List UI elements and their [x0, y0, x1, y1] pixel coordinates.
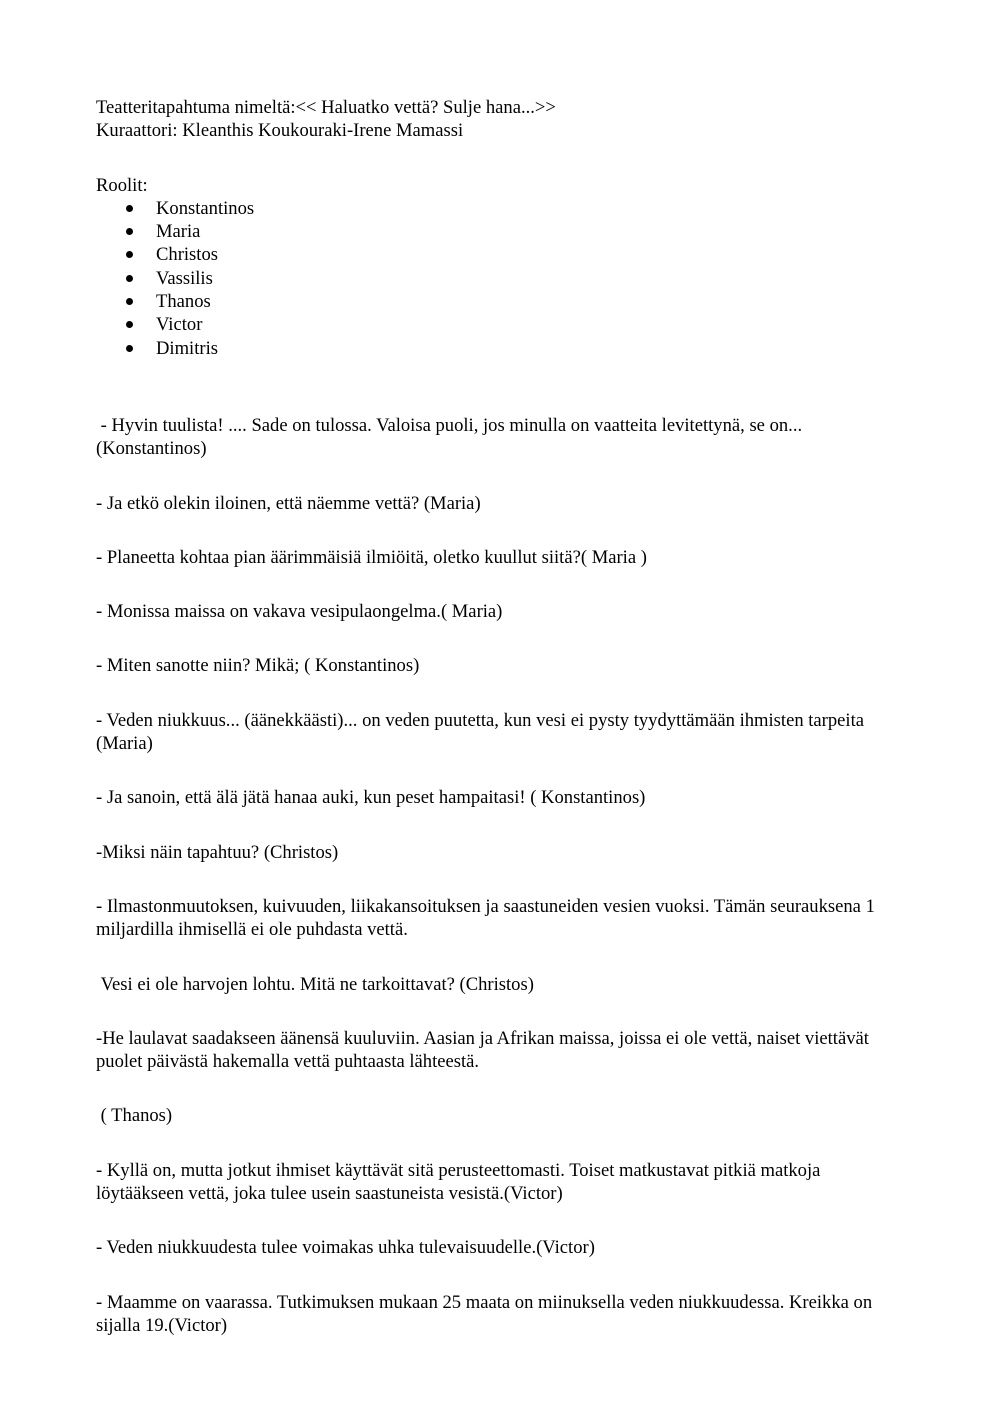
- dialogue-line: Vesi ei ole harvojen lohtu. Mitä ne tarkoittavat? (Christos): [96, 973, 534, 995]
- spacer: [96, 143, 896, 174]
- dialogue-line: - Hyvin tuulista! .... Sade on tulossa. Valoisa puoli, jos minulla on vaatteita levitettynä, se on... (Konstantinos): [96, 414, 807, 460]
- dialogue-line: - Veden niukkuudesta tulee voimakas uhka tulevaisuudelle.(Victor): [96, 1237, 595, 1259]
- bullet-icon: [126, 228, 133, 235]
- document-page: [96, 96, 896, 1368]
- bullet-icon: [126, 345, 133, 352]
- role-item: [96, 243, 896, 266]
- role-item: [96, 197, 896, 220]
- dialogue-line: - Ja etkö olekin iloinen, että näemme vettä? (Maria): [96, 492, 481, 514]
- dialogue-line: - Maamme on vaarassa. Tutkimuksen mukaan 25 maata on miinuksella veden niukkuudessa. Kreikka on sijalla 19.(Victor): [96, 1291, 877, 1336]
- role-item: [96, 290, 896, 313]
- dialogue-line: -Miksi näin tapahtuu? (Christos): [96, 841, 339, 863]
- role-name: Dimitris: [156, 337, 218, 359]
- role-item: [96, 267, 896, 290]
- dialogue-line: ( Thanos): [96, 1105, 173, 1127]
- dialogue-line: - Ja sanoin, että älä jätä hanaa auki, kun peset hampaitasi! ( Konstantinos): [96, 787, 646, 809]
- curator-line: Kuraattori: Kleanthis Koukouraki-Irene Mamassi: [96, 120, 464, 142]
- dialogue-line: - Miten sanotte niin? Mikä; ( Konstantinos): [96, 655, 420, 677]
- roles-label: Roolit:: [96, 174, 148, 196]
- role-item: [96, 337, 896, 360]
- role-name: Thanos: [156, 291, 211, 313]
- dialogue-line: - Veden niukkuus... (äänekkäästi)... on veden puutetta, kun vesi ei pysty tyydyttämään ihmisten tarpeita (Maria): [96, 709, 869, 755]
- roles-list: [96, 197, 896, 360]
- role-name: Vassilis: [156, 267, 213, 289]
- bullet-icon: [126, 275, 133, 282]
- role-name: Maria: [156, 221, 201, 243]
- role-item: [96, 313, 896, 336]
- bullet-icon: [126, 321, 133, 328]
- role-name: Konstantinos: [156, 197, 255, 219]
- bullet-icon: [126, 298, 133, 305]
- dialogue-line: - Kyllä on, mutta jotkut ihmiset käyttävät sitä perusteettomasti. Toiset matkustavat pitkiä matkoja löytääkseen vettä, joka tulee usein saastuneista vesistä.(Victor): [96, 1159, 826, 1205]
- role-item: [96, 220, 896, 243]
- dialogue-line: - Planeetta kohtaa pian äärimmäisiä ilmiöitä, oletko kuullut siitä?( Maria ): [96, 546, 647, 568]
- bullet-icon: [126, 205, 133, 212]
- dialogue-line: -He laulavat saadakseen äänensä kuuluviin. Aasian ja Afrikan maissa, joissa ei ole vettä, naiset viettävät puolet päivästä hakemalla vettä puhtaasta lähteestä.: [96, 1027, 874, 1073]
- bullet-icon: [126, 251, 133, 258]
- dialogue-line: - Monissa maissa on vakava vesipulaongelma.( Maria): [96, 601, 503, 623]
- dialogue-line: - Ilmastonmuutoksen, kuivuuden, liikakansoituksen ja saastuneiden vesien vuoksi. Tämän seurauksena 1 miljardilla ihmisellä ei ole puhdasta vettä.: [96, 895, 880, 941]
- spacer: [96, 360, 896, 414]
- role-name: Victor: [156, 314, 203, 336]
- role-name: Christos: [156, 244, 218, 266]
- event-title: Teatteritapahtuma nimeltä:<< Haluatko vettä? Sulje hana...>>: [96, 97, 556, 118]
